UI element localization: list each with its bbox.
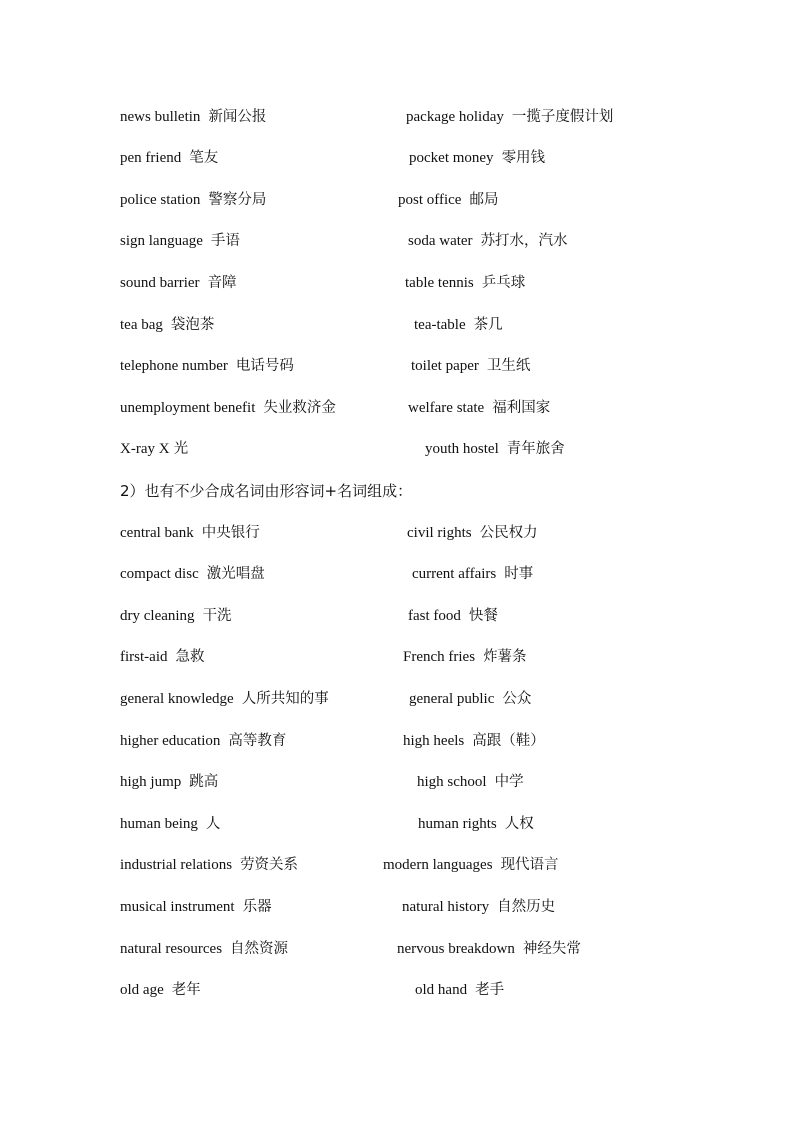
- term-english: old age: [120, 982, 164, 998]
- term-left: [120, 313, 214, 337]
- term-english: pen friend: [120, 150, 182, 166]
- term-english: high heels: [403, 733, 465, 749]
- term-chinese: 现代语言: [500, 857, 559, 873]
- term-left: [120, 687, 329, 711]
- term-english: industrial relations: [120, 857, 233, 873]
- term-chinese: 老年: [171, 982, 201, 998]
- term-left: [120, 271, 237, 295]
- term-right: [407, 521, 538, 545]
- term-left: [120, 105, 266, 129]
- term-english: pocket money: [409, 150, 494, 166]
- term-chinese: 中学: [494, 774, 524, 790]
- term-english: soda water: [408, 233, 473, 249]
- term-english: compact disc: [120, 566, 199, 582]
- term-chinese: 跳高: [189, 774, 219, 790]
- vocab-row: [120, 271, 740, 295]
- term-english: sign language: [120, 233, 203, 249]
- term-left: [120, 729, 286, 753]
- term-chinese: 急救: [175, 649, 205, 665]
- term-left: [120, 146, 218, 170]
- term-chinese: 时事: [504, 566, 534, 582]
- term-english: natural resources: [120, 941, 223, 957]
- term-chinese: 失业救济金: [263, 400, 336, 416]
- term-chinese: 人: [205, 816, 221, 832]
- term-chinese: 自然资源: [230, 941, 289, 957]
- term-left: [120, 354, 294, 378]
- vocab-row: [120, 562, 740, 586]
- term-english: musical instrument: [120, 899, 235, 915]
- term-english: higher education: [120, 733, 221, 749]
- term-english: civil rights: [407, 525, 472, 541]
- term-left: [120, 770, 218, 794]
- term-english: news bulletin: [120, 109, 201, 125]
- term-left: [120, 895, 272, 919]
- term-english: X-ray X: [120, 441, 170, 457]
- term-right: [408, 396, 550, 420]
- term-left: [120, 437, 188, 461]
- term-english: first-aid: [120, 649, 168, 665]
- term-right: [408, 229, 568, 253]
- term-chinese: 袋泡茶: [170, 317, 215, 333]
- term-left: [120, 396, 336, 420]
- term-right: [383, 853, 559, 877]
- term-left: [120, 645, 204, 669]
- term-right: [417, 770, 524, 794]
- vocab-row: [120, 812, 740, 836]
- vocab-row: [120, 354, 740, 378]
- vocab-row: [120, 729, 740, 753]
- term-left: [120, 521, 260, 545]
- term-english: old hand: [415, 982, 468, 998]
- term-english: high school: [417, 774, 487, 790]
- term-english: unemployment benefit: [120, 400, 256, 416]
- term-english: tea bag: [120, 317, 163, 333]
- vocab-row: [120, 105, 740, 129]
- term-left: [120, 853, 298, 877]
- term-right: [408, 604, 498, 628]
- term-chinese: 福利国家: [492, 400, 551, 416]
- term-english: package holiday: [406, 109, 504, 125]
- term-english: general knowledge: [120, 691, 234, 707]
- term-left: [120, 937, 288, 961]
- section-heading: 2）也有不少合成名词由形容词+名词组成：: [120, 482, 413, 500]
- vocab-row: [120, 604, 740, 628]
- term-english: table tennis: [405, 275, 474, 291]
- term-chinese: 劳资关系: [240, 857, 299, 873]
- term-chinese: 新闻公报: [208, 109, 267, 125]
- term-english: youth hostel: [425, 441, 499, 457]
- term-english: tea-table: [414, 317, 466, 333]
- vocab-row: [120, 645, 740, 669]
- term-english: general public: [409, 691, 495, 707]
- term-right: [418, 812, 534, 836]
- term-english: natural history: [402, 899, 490, 915]
- vocab-row: [120, 937, 740, 961]
- term-right: [414, 313, 503, 337]
- vocab-row: [120, 188, 740, 212]
- term-left: [120, 562, 265, 586]
- term-chinese: 零用钱: [501, 150, 546, 166]
- term-left: [120, 812, 220, 836]
- term-chinese: 老手: [475, 982, 505, 998]
- vocab-row: [120, 146, 740, 170]
- term-english: current affairs: [412, 566, 497, 582]
- term-english: fast food: [408, 608, 461, 624]
- term-chinese: 高跟（鞋）: [472, 733, 545, 749]
- term-right: [412, 562, 533, 586]
- vocab-row: [120, 687, 740, 711]
- term-chinese: 邮局: [469, 192, 499, 208]
- vocab-row: [120, 895, 740, 919]
- term-left: [120, 188, 266, 212]
- term-chinese: 公众: [502, 691, 532, 707]
- term-chinese: 高等教育: [228, 733, 287, 749]
- term-right: [411, 354, 530, 378]
- term-chinese: 神经失常: [522, 941, 581, 957]
- vocab-row: [120, 229, 740, 253]
- term-english: dry cleaning: [120, 608, 195, 624]
- term-english: central bank: [120, 525, 194, 541]
- term-english: human being: [120, 816, 198, 832]
- term-chinese: 快餐: [468, 608, 498, 624]
- term-right: [409, 146, 545, 170]
- term-english: nervous breakdown: [397, 941, 515, 957]
- term-english: modern languages: [383, 857, 493, 873]
- term-right: [402, 895, 555, 919]
- vocab-row: [120, 437, 740, 461]
- term-chinese: 茶几: [473, 317, 503, 333]
- vocab-row: [120, 313, 740, 337]
- vocab-row: [120, 853, 740, 877]
- term-left: [120, 978, 201, 1002]
- term-right: [415, 978, 504, 1002]
- term-chinese: 中央银行: [201, 525, 260, 541]
- vocab-row: [120, 770, 740, 794]
- term-english: toilet paper: [411, 358, 479, 374]
- term-chinese: 乐器: [242, 899, 272, 915]
- term-english: sound barrier: [120, 275, 200, 291]
- vocab-row: [120, 521, 740, 545]
- term-right: [397, 937, 581, 961]
- term-chinese: 苏打水，汽水: [480, 233, 568, 249]
- term-right: [403, 729, 545, 753]
- term-chinese: 炸薯条: [483, 649, 527, 665]
- term-english: human rights: [418, 816, 497, 832]
- term-left: [120, 604, 232, 628]
- term-right: [403, 645, 527, 669]
- term-chinese: 自然历史: [497, 899, 556, 915]
- vocab-row: [120, 978, 740, 1002]
- term-chinese: 公民权力: [479, 525, 538, 541]
- term-left: [120, 229, 240, 253]
- term-right: [406, 105, 613, 129]
- term-english: welfare state: [408, 400, 485, 416]
- term-chinese: 激光唱盘: [206, 566, 265, 582]
- term-chinese: 电话号码: [235, 358, 294, 374]
- term-chinese: 人所共知的事: [241, 691, 329, 707]
- term-chinese: 警察分局: [208, 192, 267, 208]
- term-chinese: 一揽子度假计划: [511, 109, 614, 125]
- term-right: [398, 188, 498, 212]
- term-chinese: 青年旅舍: [506, 441, 565, 457]
- term-english: high jump: [120, 774, 182, 790]
- term-right: [405, 271, 525, 295]
- term-chinese: 光: [173, 441, 189, 457]
- term-chinese: 音障: [207, 275, 237, 291]
- term-chinese: 手语: [210, 233, 240, 249]
- term-chinese: 笔友: [189, 150, 219, 166]
- term-chinese: 卫生纸: [486, 358, 531, 374]
- term-right: [425, 437, 565, 461]
- term-english: post office: [398, 192, 462, 208]
- vocab-row: [120, 396, 740, 420]
- term-english: police station: [120, 192, 201, 208]
- term-english: French fries: [403, 649, 476, 665]
- term-english: telephone number: [120, 358, 228, 374]
- term-chinese: 人权: [504, 816, 534, 832]
- term-right: [409, 687, 531, 711]
- term-chinese: 乒乓球: [481, 275, 526, 291]
- term-chinese: 干洗: [202, 608, 232, 624]
